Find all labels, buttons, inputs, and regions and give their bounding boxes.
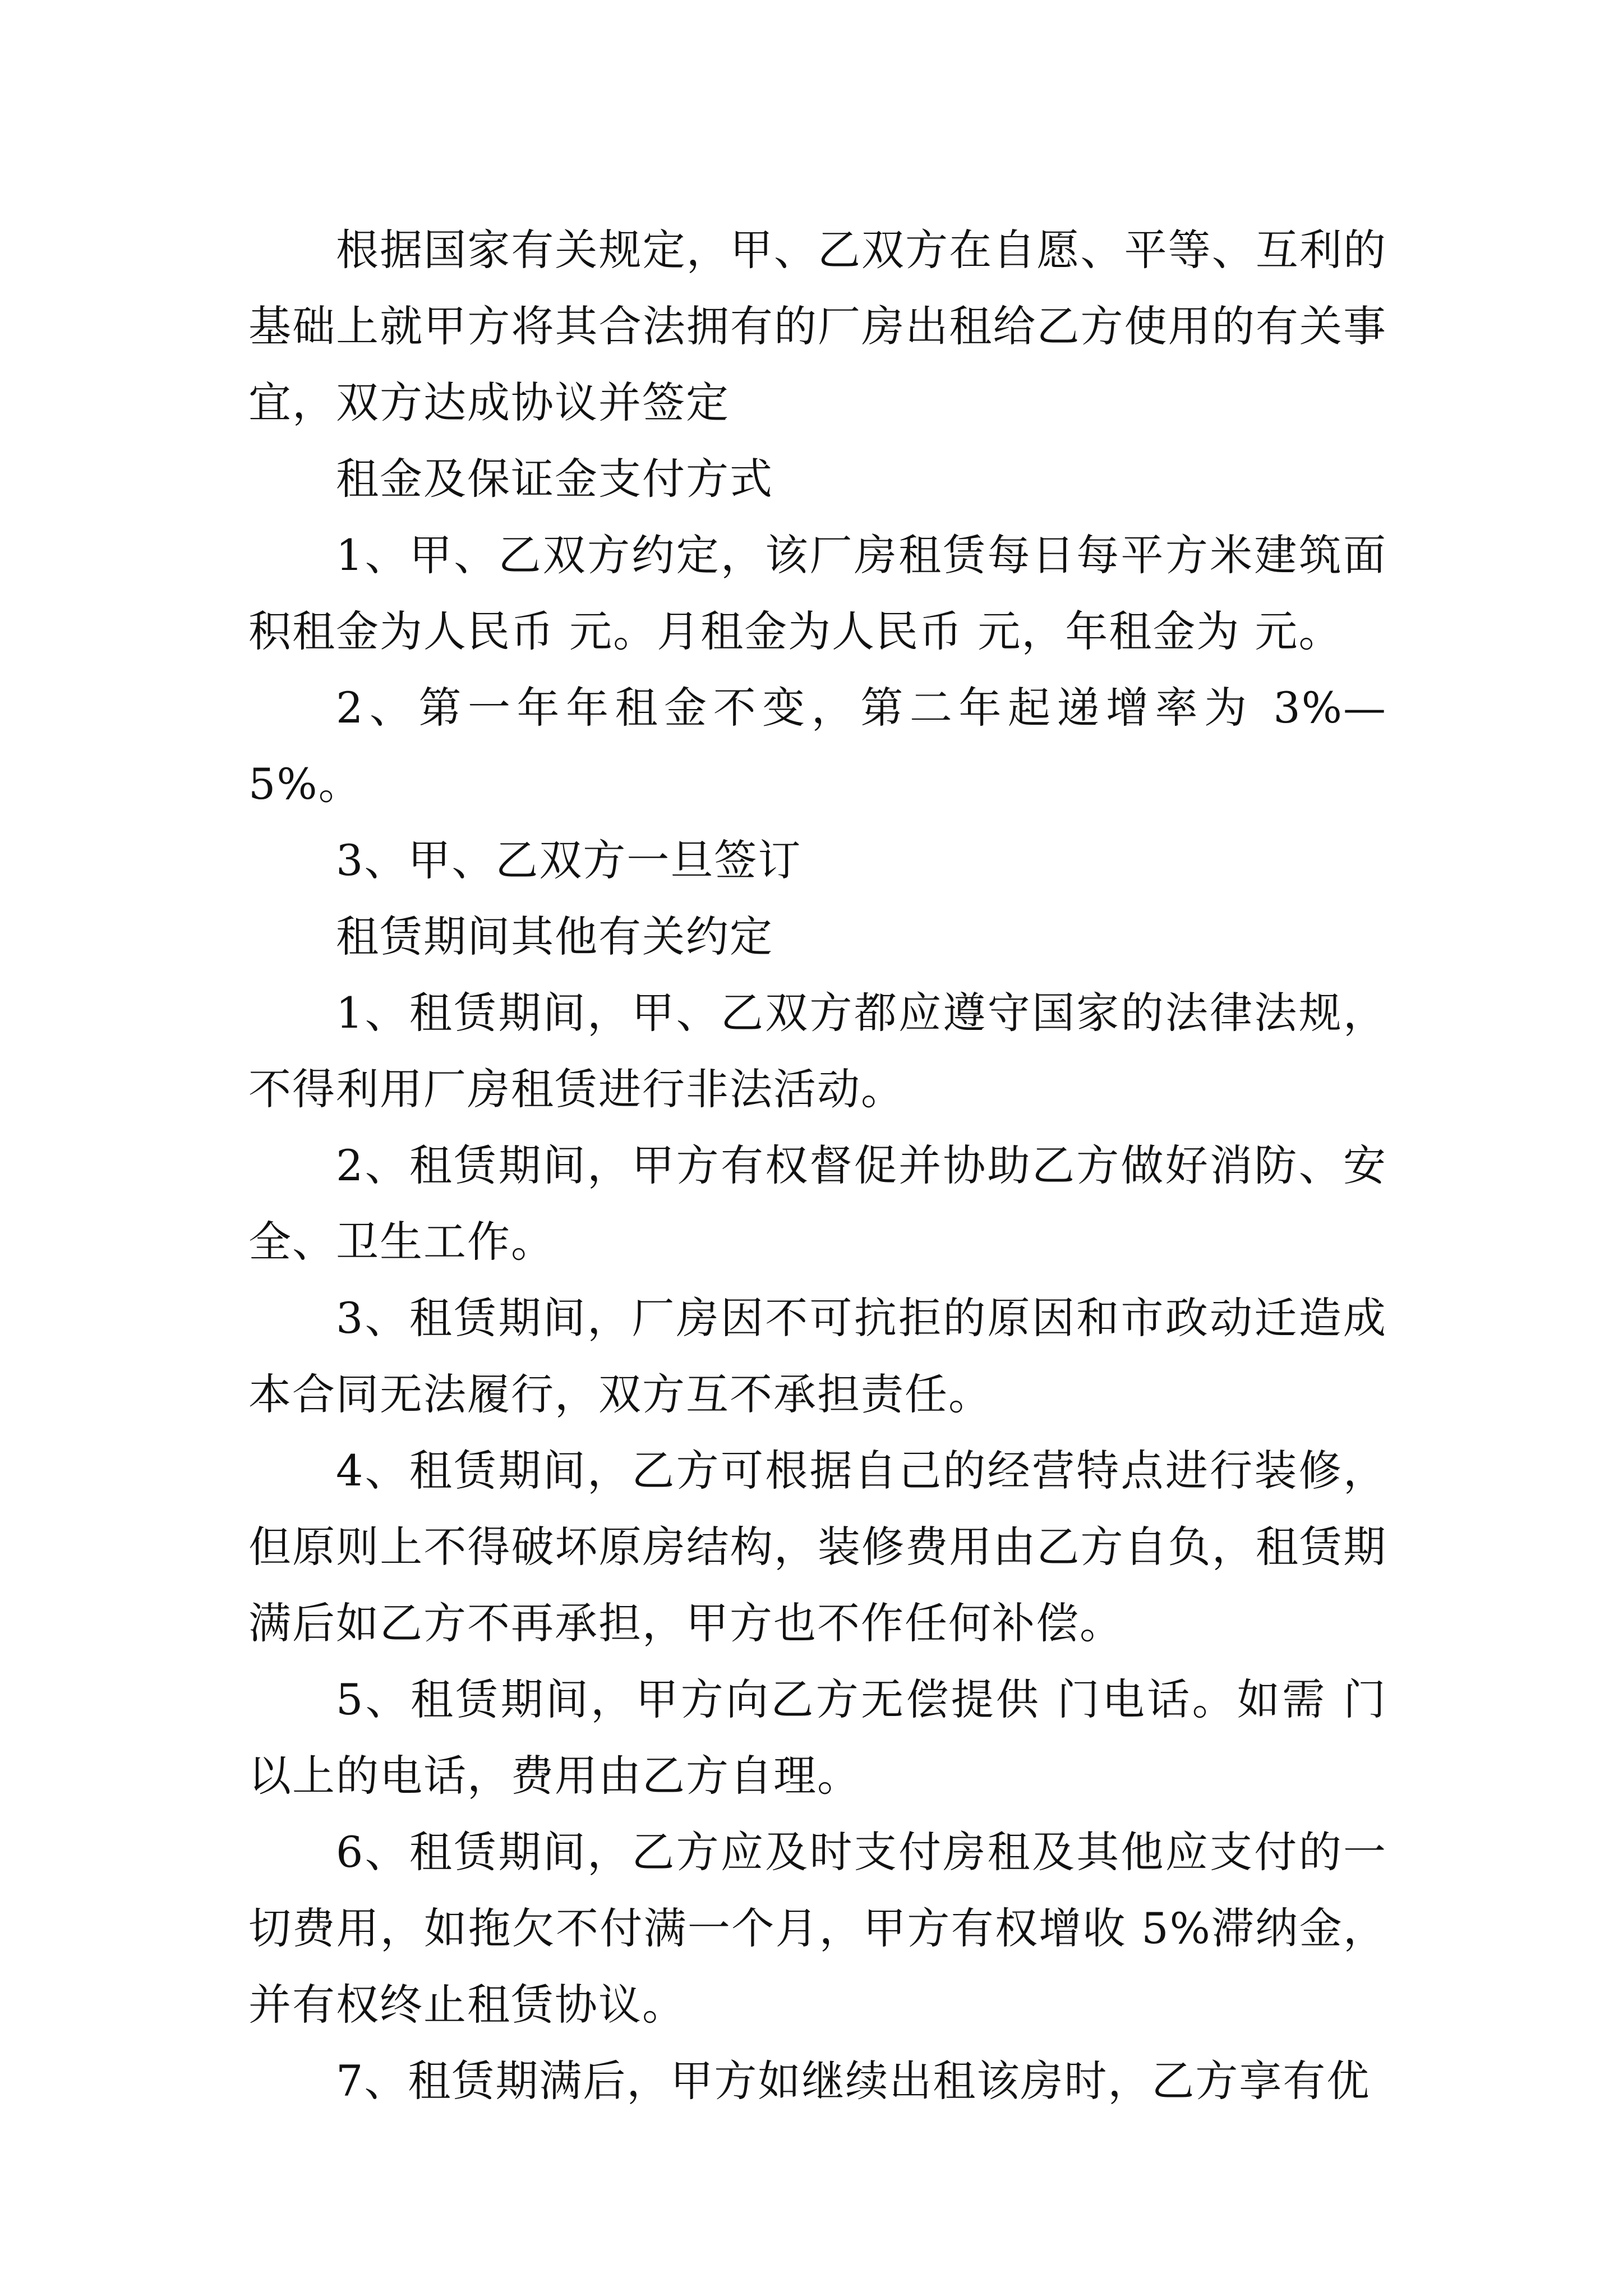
paragraph-rent-3: 3、甲、乙双方一旦签订 bbox=[336, 835, 802, 885]
paragraph-intro: 根据国家有关规定，甲、乙双方在自愿、平等、互利的基础上就甲方将其合法拥有的厂房出租给乙方使用的有关事宜，双方达成协议并签定 bbox=[248, 225, 1387, 427]
paragraph-rent-1: 1、甲、乙双方约定，该厂房租赁每日每平方米建筑面积租金为人民币 元。月租金为人民币 元，年租金为 元。 bbox=[248, 530, 1387, 656]
section-heading-other-terms: 租赁期间其他有关约定 bbox=[336, 912, 773, 961]
paragraph-rent-2: 2、第一年年租金不变，第二年起递增率为 3%—5%。 bbox=[248, 683, 1387, 809]
paragraph-term-3: 3、租赁期间，厂房因不可抗拒的原因和市政动迁造成本合同无法履行，双方互不承担责任。 bbox=[248, 1293, 1387, 1419]
paragraph-term-5: 5、租赁期间，甲方向乙方无偿提供 门电话。如需 门以上的电话，费用由乙方自理。 bbox=[248, 1674, 1387, 1801]
paragraph-term-4: 4、租赁期间，乙方可根据自己的经营特点进行装修，但原则上不得破坏原房结构，装修费用由乙方自负，租赁期满后如乙方不再承担，甲方也不作任何补偿。 bbox=[248, 1446, 1387, 1648]
paragraph-term-1: 1、租赁期间，甲、乙双方都应遵守国家的法律法规，不得利用厂房租赁进行非法活动。 bbox=[248, 988, 1387, 1114]
paragraph-term-2: 2、租赁期间，甲方有权督促并协助乙方做好消防、安全、卫生工作。 bbox=[248, 1140, 1387, 1267]
section-heading-rent-deposit: 租金及保证金支付方式 bbox=[336, 454, 773, 504]
paragraph-term-6: 6、租赁期间，乙方应及时支付房租及其他应支付的一切费用，如拖欠不付满一个月，甲方有权增收 5%滞纳金，并有权终止租赁协议。 bbox=[248, 1827, 1387, 2030]
paragraph-term-7: 7、租赁期满后，甲方如继续出租该房时，乙方享有优 bbox=[336, 2056, 1371, 2106]
document-body bbox=[248, 212, 1387, 2119]
